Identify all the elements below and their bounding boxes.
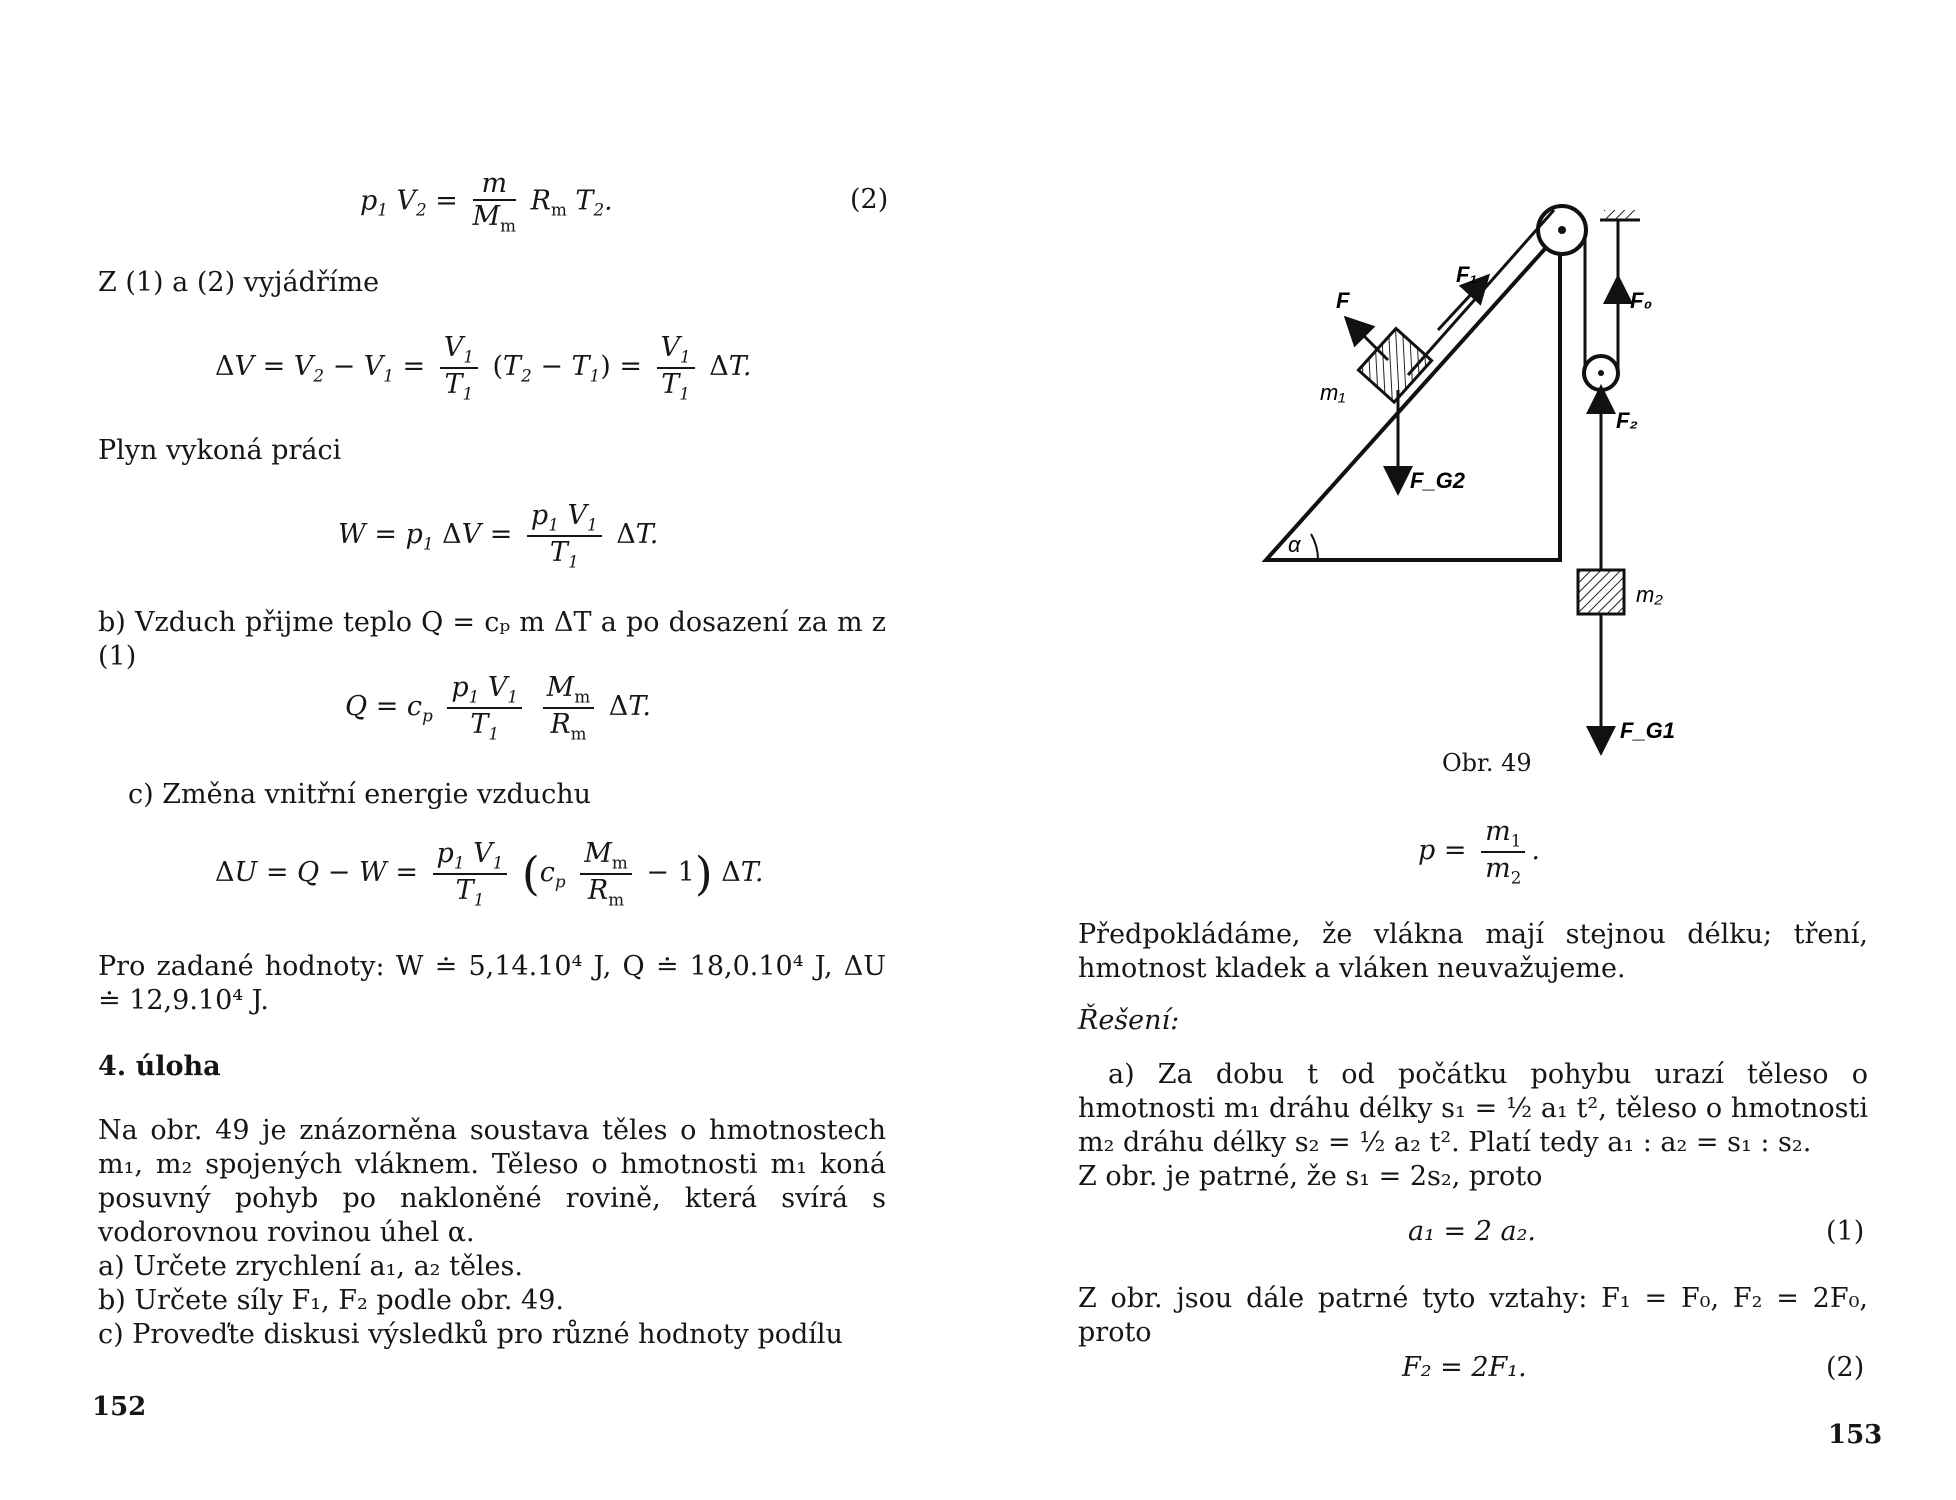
results-text: Pro zadané hodnoty: W ≐ 5,14.10⁴ J, Q ≐ 18,0.10⁴ J, ΔU ≐ 12,9.10⁴ J.: [98, 951, 886, 1016]
label-F1: F₁: [1456, 262, 1478, 287]
text-line: Z (1) a (2) vyjádříme: [98, 267, 380, 298]
relations-text: Z obr. jsou dále patrné tyto vztahy: F₁ = F₀, F₂ = 2F₀, proto: [1078, 1283, 1868, 1348]
part-c-text: c) Změna vnitřní energie vzduchu: [128, 779, 592, 810]
from-figure-text: Z obr. je patrné, že s₁ = 2s₂, proto: [1078, 1161, 1543, 1192]
figure-49: [1248, 190, 1798, 760]
assumption-text: Předpokládáme, že vlákna mají stejnou délku; tření, hmotnost kladek a vláken neuvažujeme.: [1078, 919, 1868, 984]
label-m1: m₁: [1320, 380, 1346, 405]
label-FG2: F_G2: [1410, 468, 1466, 493]
solution-heading: Řešení:: [1078, 1005, 1180, 1036]
text-line: Plyn vykoná práci: [98, 435, 342, 466]
page-number: 153: [1828, 1420, 1883, 1450]
equation-number: (1): [1826, 1216, 1865, 1247]
label-m2: m₂: [1636, 582, 1663, 607]
label-alpha: α: [1288, 532, 1301, 557]
equation-delta-u: ΔU = Q − W = $\frac{p_1 V_1}{T_1}$ ($c_p$ $\frac{M_m}{R_m}$ − 1) ΔT.: [215, 838, 764, 910]
part-b-text: b) Vzduch přijme teplo Q = cₚ m ΔT a po dosazení za m z (1): [98, 607, 886, 672]
label-FG1: F_G1: [1620, 718, 1676, 743]
force-F-arrow: [1348, 320, 1388, 360]
equation-delta-v: $\Delta V = V_2 - V_1$ = $\frac{V_1}{T_1}$ $(T_2 - T_1)$ = $\frac{V_1}{T_1}$ ΔT.: [215, 332, 752, 404]
task-item-c: c) Proveďte diskusi výsledků pro různé hodnoty podílu: [98, 1319, 843, 1350]
task-item-b: b) Určete síly F₁, F₂ podle obr. 49.: [98, 1285, 565, 1316]
figure-caption: Obr. 49: [1442, 749, 1532, 777]
equation-2-right: F₂ = 2F₁.: [1402, 1352, 1527, 1383]
equation-number: (2): [1826, 1352, 1865, 1383]
task-text: Na obr. 49 je znázorněna soustava těles o hmotnostech m₁, m₂ spojených vláknem. Těleso o hmotnosti m₁ koná posuvný pohyb po nakloněné rovině, která svírá s vodorovnou rovinou úhel α.: [98, 1115, 886, 1248]
equation-work: $W = p_1$ ΔV = $\frac{p_1 V_1}{T_1}$ ΔT.: [338, 500, 659, 572]
solution-a-text: a) Za dobu t od počátku pohybu urazí těleso o hmotnosti m₁ dráhu délky s₁ = ½ a₁ t², těleso o hmotnosti m₂ dráhu délky s₂ = ½ a₂ t². Platí tedy a₁ : a₂ = s₁ : s₂.: [1078, 1059, 1868, 1158]
block-m2: [1578, 570, 1624, 614]
equation-number: (2): [850, 184, 889, 215]
task-heading: 4. úloha: [98, 1051, 221, 1082]
equation-2-left: $p_1$ $V_2$ = $\frac{m}{M_m}$ $R_m$ $T_2$.: [360, 168, 613, 236]
task-item-a: a) Určete zrychlení a₁, a₂ těles.: [98, 1251, 523, 1282]
incline-plane: [1266, 232, 1560, 560]
right-page: [978, 0, 1956, 1500]
equation-1-right: a₁ = 2 a₂.: [1408, 1216, 1536, 1247]
equation-heat: $Q = c_p$ $\frac{p_1 V_1}{T_1}$ $\frac{M_m}{R_m}$ ΔT.: [345, 672, 651, 744]
label-F: F: [1336, 288, 1350, 313]
page-number: 152: [92, 1392, 147, 1422]
label-F2: F₂: [1616, 408, 1638, 433]
label-F0: F₀: [1630, 288, 1653, 313]
equation-ratio: p = $\frac{m_1}{m_2}$ .: [1418, 816, 1540, 888]
